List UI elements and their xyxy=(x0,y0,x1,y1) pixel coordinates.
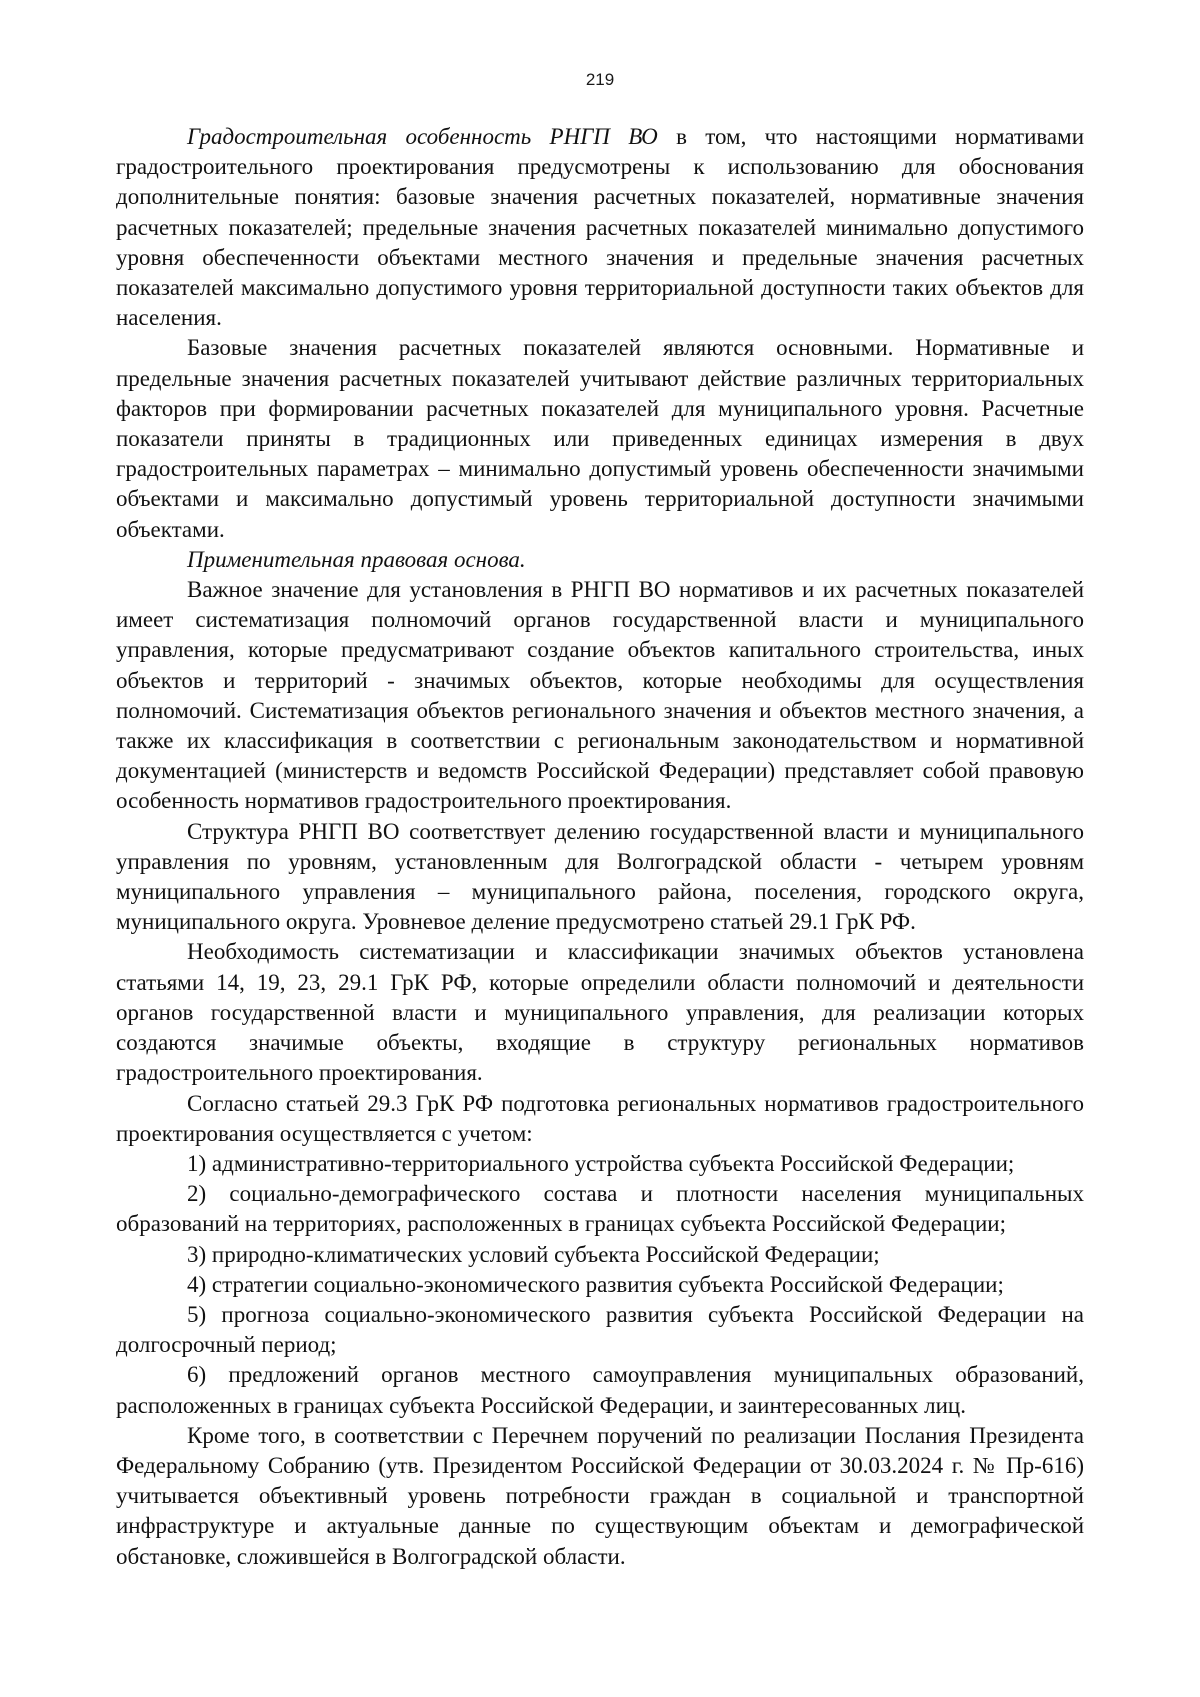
paragraph-systematization: Важное значение для установления в РНГП ВО нормативов и их расчетных показателей имеет систематизация полномочий органов государственной власти и муниципального управления, которые предусматривают создание объектов капитального строительства, иных объектов и территорий - значимых объектов, которые необходимы для осуществления полномочий. Систематизация объектов регионального значения и объектов местного значения, а также их классификация в соответствии с региональным законодательством и нормативной документацией (министерств и ведомств Российской Федерации) представляет собой правовую особенность нормативов градостроительного проектирования. xyxy=(116,577,1084,814)
list-item-5: 5) прогноза социально-экономического развития субъекта Российской Федерации на долгосрочный период; xyxy=(116,1301,1084,1358)
paragraph-text: в том, что настоящими нормативами градостроительного проектирования предусмотрены к использованию для обоснования дополнительные понятия: базовые значения расчетных показателей, нормативные значения расчетных показателей; предельные значения расчетных показателей минимально допустимого уровня обеспеченности объектами местного значения и предельные значения расчетных показателей максимально допустимого уровня территориальной доступности таких объектов для населения. xyxy=(116,124,1085,331)
paragraph-necessity: Необходимость систематизации и классификации значимых объектов установлена статьями 14, 19, 23, 29.1 ГрК РФ, которые определили области полномочий и деятельности органов государственной власти и муниципального управления, для реализации которых создаются значимые объекты, входящие в структуру региональных нормативов градостроительного проектирования. xyxy=(116,939,1084,1086)
list-item-1: 1) административно-территориального устройства субъекта Российской Федерации; xyxy=(187,1150,1015,1176)
document-body xyxy=(116,122,1084,1572)
list-item-2: 2) социально-демографического состава и плотности населения муниципальных образований на территориях, расположенных в границах субъекта Российской Федерации; xyxy=(116,1181,1084,1237)
paragraph-urban-feature xyxy=(116,122,1084,333)
list-item-6: 6) предложений органов местного самоуправления муниципальных образований, расположенных в границах субъекта Российской Федерации, и заинтересованных лиц. xyxy=(116,1362,1084,1418)
paragraph-base-values: Базовые значения расчетных показателей являются основными. Нормативные и предельные значения расчетных показателей учитывают действие различных территориальных факторов при формировании расчетных показателей для муниципального уровня. Расчетные показатели приняты в традиционных или приведенных единицах измерения в двух градостроительных параметрах – минимально допустимый уровень обеспеченности значимыми объектами и максимально допустимый уровень территориальной доступности значимыми объектами. xyxy=(116,335,1084,542)
paragraph-according-to: Согласно статьей 29.3 ГрК РФ подготовка региональных нормативов градостроительного проектирования осуществляется с учетом: xyxy=(116,1090,1084,1146)
section-heading-legal-basis: Применительная правовая основа. xyxy=(187,546,526,572)
paragraph-structure: Структура РНГП ВО соответствует делению государственной власти и муниципального управления по уровням, установленным для Волгоградской области - четырем уровням муниципального управления – муниципального района, поселения, городского округа, муниципального округа. Уровневое деление предусмотрено статьей 29.1 ГрК РФ. xyxy=(116,818,1084,935)
paragraph-presidential-instructions: Кроме того, в соответствии с Перечнем поручений по реализации Послания Президента Федеральному Собранию (утв. Президентом Российской Федерации от 30.03.2024 г. № Пр-616) учитывается объективный уровень потребности граждан в социальной и транспортной инфраструктуре и актуальные данные по существующим объектам и демографической обстановке, сложившейся в Волгоградской области. xyxy=(116,1422,1084,1569)
page-number: 219 xyxy=(585,70,615,89)
list-item-4: 4) стратегии социально-экономического развития субъекта Российской Федерации; xyxy=(187,1271,1004,1297)
italic-lead-term: Градостроительная особенность РНГП ВО xyxy=(187,124,658,149)
list-item-3: 3) природно-климатических условий субъекта Российской Федерации; xyxy=(187,1241,880,1267)
